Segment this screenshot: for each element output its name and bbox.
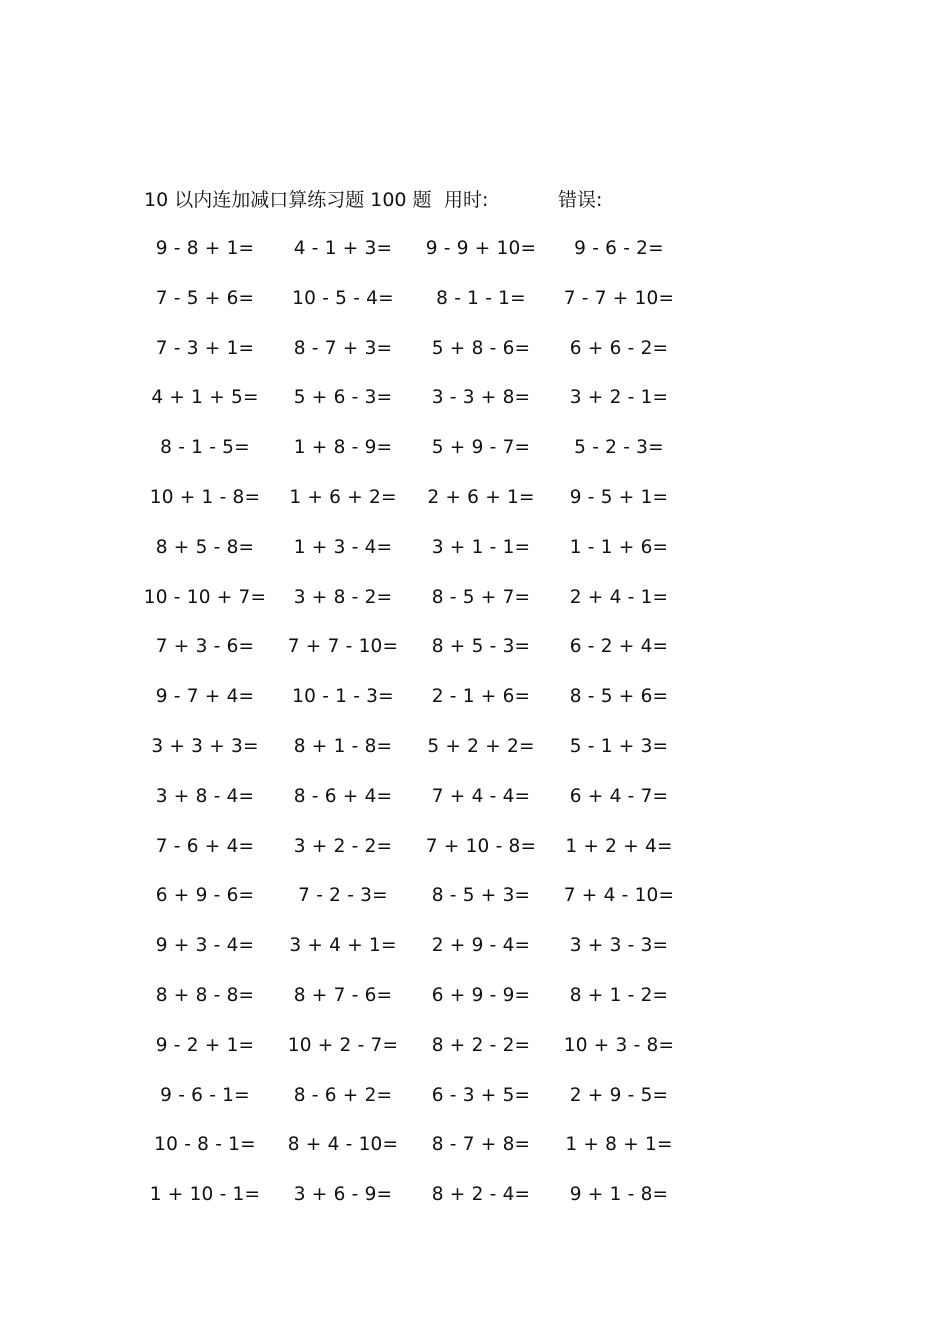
problem-item: 10 - 1 - 3=	[292, 686, 394, 708]
problem-item: 6 + 6 - 2=	[569, 337, 669, 359]
problem-item: 10 + 3 - 8=	[563, 1034, 675, 1056]
problem-item: 8 - 7 + 3=	[293, 337, 393, 359]
problem-item: 1 + 6 + 2=	[289, 486, 397, 508]
problem-item: 4 - 1 + 3=	[293, 238, 393, 259]
problem-item: 2 + 6 + 1=	[427, 486, 535, 508]
problem-item: 9 - 6 - 2=	[574, 238, 664, 259]
problem-row	[136, 533, 688, 583]
problem-item: 8 + 2 - 4=	[431, 1184, 531, 1206]
problem-item: 8 - 1 - 5=	[160, 437, 250, 459]
problem-item: 5 + 2 + 2=	[427, 735, 535, 757]
problem-item: 7 - 3 + 1=	[155, 337, 255, 359]
problem-row	[136, 583, 688, 633]
problem-row	[136, 1180, 688, 1230]
problem-item: 9 - 6 - 1=	[160, 1084, 250, 1106]
problem-item: 3 - 3 + 8=	[431, 387, 531, 409]
problem-item: 8 + 2 - 2=	[431, 1034, 531, 1056]
problem-item: 7 - 2 - 3=	[298, 885, 388, 907]
problem-item: 10 - 10 + 7=	[143, 586, 267, 608]
problem-item: 7 - 5 + 6=	[155, 287, 255, 309]
problem-item: 5 + 6 - 3=	[293, 387, 393, 409]
problem-item: 5 + 9 - 7=	[431, 437, 531, 459]
problem-row	[136, 284, 688, 334]
problem-item: 5 - 1 + 3=	[569, 735, 669, 757]
problem-row	[136, 1130, 688, 1180]
problem-item: 3 + 6 - 9=	[293, 1184, 393, 1206]
problem-row	[136, 881, 688, 931]
problem-row	[136, 782, 688, 832]
problem-item: 8 + 4 - 10=	[287, 1134, 399, 1156]
problem-item: 8 - 1 - 1=	[436, 287, 526, 309]
problem-item: 2 + 4 - 1=	[569, 586, 669, 608]
worksheet-title: 10 以内连加减口算练习题 100 题	[144, 189, 432, 211]
problem-item: 9 - 7 + 4=	[155, 686, 255, 708]
problem-item: 7 + 7 - 10=	[287, 636, 399, 658]
problem-item: 9 + 3 - 4=	[155, 935, 255, 957]
problem-item: 6 + 9 - 6=	[155, 885, 255, 907]
problem-item: 3 + 3 + 3=	[151, 735, 259, 757]
problem-item: 8 + 1 - 2=	[569, 984, 669, 1006]
problem-item: 3 + 8 - 2=	[293, 586, 393, 608]
problem-item: 3 + 3 - 3=	[569, 935, 669, 957]
problem-item: 2 + 9 - 4=	[431, 935, 531, 957]
problem-item: 8 - 6 + 4=	[293, 785, 393, 807]
problem-item: 9 - 8 + 1=	[155, 238, 255, 259]
problem-item: 8 - 5 + 7=	[431, 586, 531, 608]
problem-row	[136, 931, 688, 981]
problem-row	[136, 632, 688, 682]
time-label: 用时:	[444, 189, 489, 211]
problem-row	[136, 682, 688, 732]
problem-item: 10 + 1 - 8=	[149, 486, 261, 508]
problem-row	[136, 334, 688, 384]
problem-item: 3 + 2 - 1=	[569, 387, 669, 409]
problem-item: 8 + 5 - 8=	[155, 536, 255, 558]
problem-item: 6 + 4 - 7=	[569, 785, 669, 807]
problem-row	[136, 1081, 688, 1131]
problem-item: 5 + 8 - 6=	[431, 337, 531, 359]
problem-item: 3 + 2 - 2=	[293, 835, 393, 857]
problem-item: 1 + 2 + 4=	[565, 835, 673, 857]
problem-item: 8 - 6 + 2=	[293, 1084, 393, 1106]
problem-item: 9 - 9 + 10=	[425, 238, 537, 259]
problem-item: 7 + 10 - 8=	[425, 835, 537, 857]
problem-item: 9 + 1 - 8=	[569, 1184, 669, 1206]
problem-item: 8 + 8 - 8=	[155, 984, 255, 1006]
problem-item: 8 + 7 - 6=	[293, 984, 393, 1006]
problem-grid	[136, 234, 688, 1230]
problem-item: 8 - 5 + 6=	[569, 686, 669, 708]
problem-row	[136, 433, 688, 483]
problem-item: 3 + 1 - 1=	[431, 536, 531, 558]
problem-item: 7 - 6 + 4=	[155, 835, 255, 857]
problem-item: 7 - 7 + 10=	[563, 287, 675, 309]
problem-item: 10 + 2 - 7=	[287, 1034, 399, 1056]
problem-item: 9 - 2 + 1=	[155, 1034, 255, 1056]
error-label: 错误:	[558, 189, 603, 211]
problem-item: 6 + 9 - 9=	[431, 984, 531, 1006]
problem-item: 6 - 2 + 4=	[569, 636, 669, 658]
problem-item: 8 - 7 + 8=	[431, 1134, 531, 1156]
problem-item: 2 + 9 - 5=	[569, 1084, 669, 1106]
problem-item: 2 - 1 + 6=	[431, 686, 531, 708]
worksheet-header	[144, 186, 844, 214]
problem-item: 6 - 3 + 5=	[431, 1084, 531, 1106]
problem-row	[136, 234, 688, 284]
problem-row	[136, 832, 688, 882]
problem-item: 10 - 5 - 4=	[292, 287, 394, 309]
problem-item: 8 + 5 - 3=	[431, 636, 531, 658]
problem-item: 9 - 5 + 1=	[569, 486, 669, 508]
problem-row	[136, 483, 688, 533]
problem-item: 1 + 8 - 9=	[293, 437, 393, 459]
problem-item: 4 + 1 + 5=	[151, 387, 259, 409]
problem-item: 5 - 2 - 3=	[574, 437, 664, 459]
problem-item: 3 + 8 - 4=	[155, 785, 255, 807]
problem-item: 1 + 10 - 1=	[149, 1184, 261, 1206]
problem-item: 1 - 1 + 6=	[569, 536, 669, 558]
problem-item: 8 - 5 + 3=	[431, 885, 531, 907]
problem-row	[136, 1031, 688, 1081]
problem-row	[136, 732, 688, 782]
problem-item: 7 + 3 - 6=	[155, 636, 255, 658]
problem-item: 3 + 4 + 1=	[289, 935, 397, 957]
problem-row	[136, 981, 688, 1031]
problem-item: 1 + 3 - 4=	[293, 536, 393, 558]
problem-item: 1 + 8 + 1=	[565, 1134, 673, 1156]
problem-item: 10 - 8 - 1=	[154, 1134, 256, 1156]
problem-row	[136, 383, 688, 433]
problem-item: 8 + 1 - 8=	[293, 735, 393, 757]
problem-item: 7 + 4 - 10=	[563, 885, 675, 907]
problem-item: 7 + 4 - 4=	[431, 785, 531, 807]
